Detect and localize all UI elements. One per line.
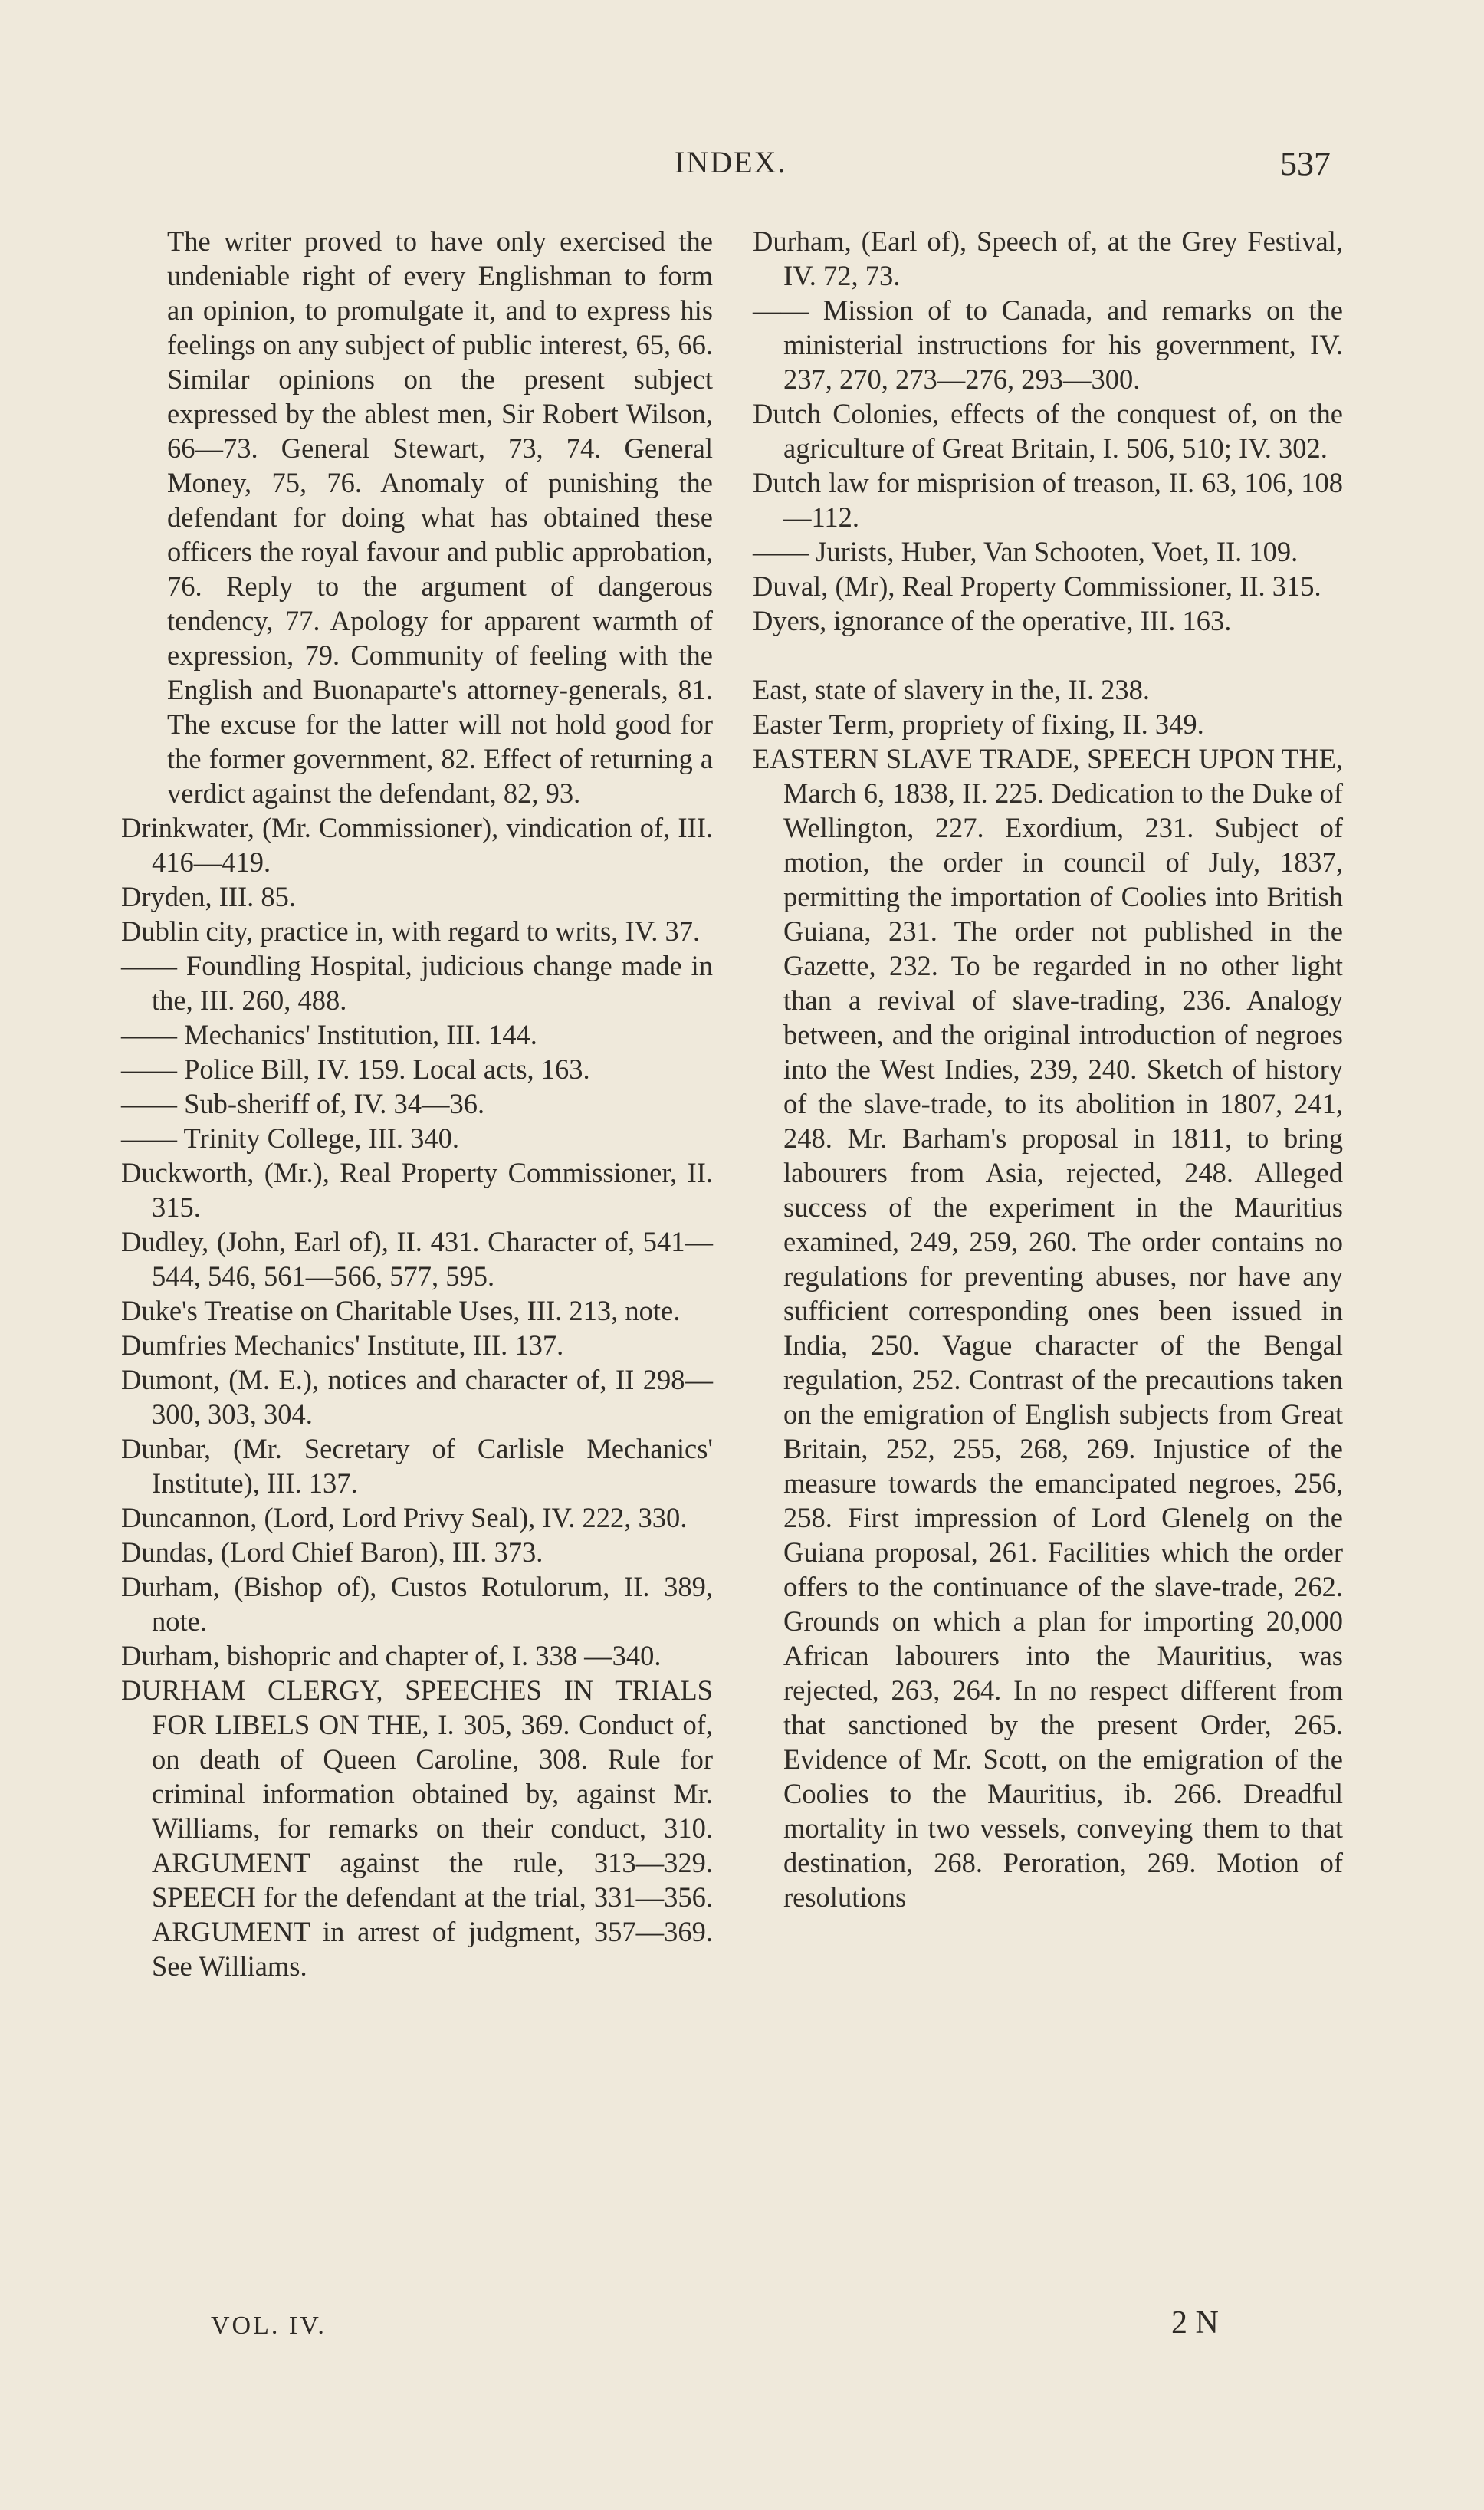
index-entry: Durham, (Earl of), Speech of, at the Grey Festival, IV. 72, 73.: [753, 225, 1343, 291]
signature-mark: 2 N: [1171, 2305, 1219, 2341]
running-header-title: INDEX.: [675, 145, 787, 179]
index-entry: —— Police Bill, IV. 159. Local acts, 163.: [121, 1053, 590, 1085]
index-entry: EASTERN SLAVE TRADE, SPEECH UPON THE, March 6, 1838, II. 225. Dedication to the Duke of Wellington, 227. Exordium, 231. Subject of motion, the order in council of July, 1837, permitting the importation of Coolies into British Guiana, 231. The order not published in the Gazette, 232. To be regarded in no other light than a revival of slave-trading, 236. Analogy between, and the original introduction of negroes into the West Indies, 239, 240. Sketch of history of the slave-trade, to its abolition in 1807, 241, 248. Mr. Barham's proposal in 1811, to bring labourers from Asia, rejected, 248. Alleged success of the experiment in the Mauritius examined, 249, 259, 260. The order contains no regulations for preventing abuses, nor have any sufficient corresponding ones been issued in India, 250. Vague character of the Bengal regulation, 252. Contrast of the precautions taken on the emigration of English subjects from Great Britain, 252, 255, 268, 269. Injustice of the measure towards the emancipated negroes, 256, 258. First impression of Lord Glenelg on the Guiana proposal, 261. Facilities which the order offers to the continuance of the slave-trade, 262. Grounds on which a plan for importing 20,000 African labourers into the Mauritius, was rejected, 263, 264. In no respect different from that sanctioned by the present Order, 265. Evidence of Mr. Scott, on the emigration of the Coolies to the Mauritius, ib. 266. Dreadful mortality in two vessels, conveying them to that destination, 268. Peroration, 269. Motion of resolutions: [753, 743, 1343, 1913]
index-entry: Easter Term, propriety of fixing, II. 349.: [753, 708, 1204, 740]
index-entry: Dublin city, practice in, with regard to writs, IV. 37.: [121, 915, 701, 947]
page-number: 537: [1280, 145, 1331, 182]
index-entry: —— Sub-sheriff of, IV. 34—36.: [121, 1088, 485, 1119]
index-entry: Duckworth, (Mr.), Real Property Commissioner, II. 315.: [121, 1157, 713, 1223]
index-entry: Dundas, (Lord Chief Baron), III. 373.: [121, 1536, 543, 1568]
index-entry: Duke's Treatise on Charitable Uses, III. 213, note.: [121, 1295, 681, 1326]
index-entry: Duval, (Mr), Real Property Commissioner, II. 315.: [753, 570, 1321, 602]
index-entry: —— Jurists, Huber, Van Schooten, Voet, II. 109.: [753, 536, 1298, 567]
index-entry: —— Mission of to Canada, and remarks on the ministerial instructions for his government, IV. 237, 270, 273—276, 293—300.: [753, 294, 1343, 395]
index-entry: —— Foundling Hospital, judicious change made in the, III. 260, 488.: [121, 950, 713, 1016]
index-entry: Dunbar, (Mr. Secretary of Carlisle Mechanics' Institute), III. 137.: [121, 1433, 713, 1499]
index-entry: Durham, (Bishop of), Custos Rotulorum, II. 389, note.: [121, 1571, 713, 1637]
index-entry: Dudley, (John, Earl of), II. 431. Character of, 541—544, 546, 561—566, 577, 595.: [121, 1226, 713, 1292]
index-entry: Dutch law for misprision of treason, II. 63, 106, 108—112.: [753, 467, 1343, 533]
index-entry: Duncannon, (Lord, Lord Privy Seal), IV. 222, 330.: [121, 1502, 688, 1533]
left-column: [121, 224, 713, 1983]
index-entry: Dutch Colonies, effects of the conquest of, on the agriculture of Great Britain, I. 506, 510; IV. 302.: [753, 398, 1343, 464]
index-entry: Dumfries Mechanics' Institute, III. 137.: [121, 1329, 564, 1361]
right-column: [753, 224, 1343, 1914]
volume-marker: VOL. IV.: [211, 2311, 327, 2340]
index-entry: DURHAM CLERGY, SPEECHES IN TRIALS FOR LIBELS ON THE, I. 305, 369. Conduct of, on death of Queen Caroline, 308. Rule for criminal information obtained by, against Mr. Williams, for remarks on their conduct, 310. ARGUMENT against the rule, 313—329. SPEECH for the defendant at the trial, 331—356. ARGUMENT in arrest of judgment, 357—369. See Williams.: [121, 1674, 713, 1982]
index-entry: The writer proved to have only exercised the undeniable right of every Englishman to form an opinion, to promulgate it, and to express his feelings on any subject of public interest, 65, 66. Similar opinions on the present subject expressed by the ablest men, Sir Robert Wilson, 66—73. General Stewart, 73, 74. General Money, 75, 76. Anomaly of punishing the defendant for doing what has obtained these officers the royal favour and public approbation, 76. Reply to the argument of dangerous tendency, 77. Apology for apparent warmth of expression, 79. Community of feeling with the English and Buonaparte's attorney-generals, 81. The excuse for the latter will not hold good for the former government, 82. Effect of returning a verdict against the defendant, 82, 93.: [167, 225, 713, 809]
index-entry: East, state of slavery in the, II. 238.: [753, 674, 1150, 705]
index-entry: Durham, bishopric and chapter of, I. 338 —340.: [121, 1640, 662, 1671]
index-entry: Drinkwater, (Mr. Commissioner), vindication of, III. 416—419.: [121, 812, 713, 878]
index-entry: Dryden, III. 85.: [121, 881, 297, 912]
index-entry: Dumont, (M. E.), notices and character of, II 298—300, 303, 304.: [121, 1364, 713, 1430]
index-entry: —— Trinity College, III. 340.: [121, 1122, 460, 1154]
index-entry: —— Mechanics' Institution, III. 144.: [121, 1019, 537, 1050]
index-entry: Dyers, ignorance of the operative, III. 163.: [753, 605, 1232, 636]
